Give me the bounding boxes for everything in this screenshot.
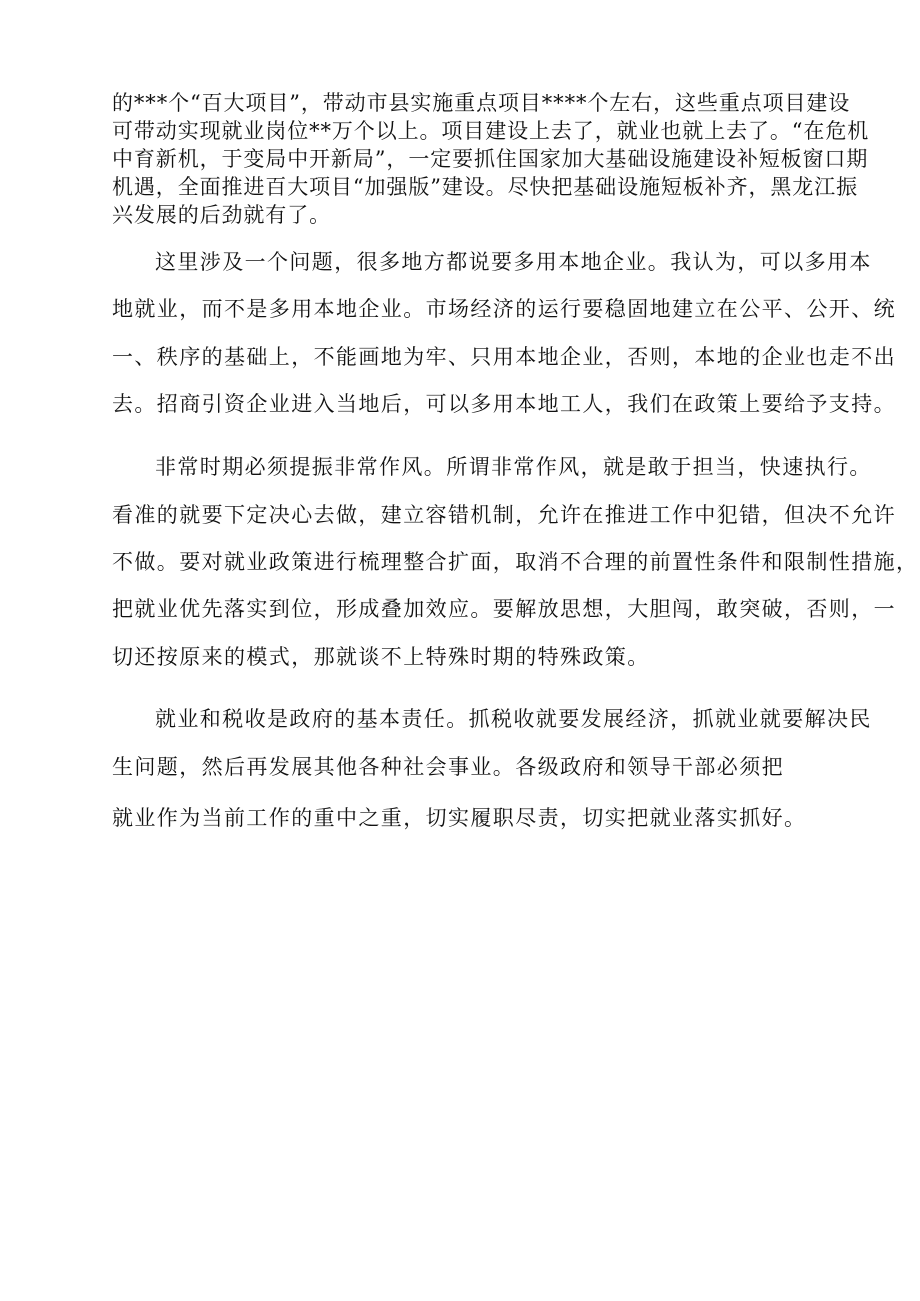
paragraph-2-line-2: 地就业，而不是多用本地企业。市场经济的运行要稳固地建立在公平、公开、统 bbox=[112, 297, 896, 321]
paragraph-1-line-1: 的***个“百大项目”，带动市县实施重点项目****个左右，这些重点项目建设 bbox=[112, 91, 851, 115]
paragraph-1-line-3: 中育新机，于变局中开新局”，一定要抓住国家加大基础设施建设补短板窗口期 bbox=[112, 147, 869, 171]
paragraph-1-line-5: 兴发展的后劲就有了。 bbox=[112, 203, 331, 227]
paragraph-1-line-4: 机遇，全面推进百大项目“加强版”建设。尽快把基础设施短板补齐，黑龙江振 bbox=[112, 175, 858, 199]
paragraph-2-line-4: 去。招商引资企业进入当地后，可以多用本地工人，我们在政策上要给予支持。 bbox=[112, 392, 896, 416]
paragraph-3-line-4: 把就业优先落实到位，形成叠加效应。要解放思想，大胆闯，敢突破，否则，一 bbox=[112, 597, 896, 621]
paragraph-4-line-2: 生问题，然后再发展其他各种社会事业。各级政府和领导干部必须把 bbox=[112, 755, 784, 779]
paragraph-3-line-3: 不做。要对就业政策进行梳理整合扩面，取消不合理的前置性条件和限制性措施， bbox=[112, 550, 919, 574]
paragraph-1-line-2: 可带动实现就业岗位**万个以上。项目建设上去了，就业也就上去了。“在危机 bbox=[112, 119, 870, 143]
paragraph-2-line-1: 这里涉及一个问题，很多地方都说要多用本地企业。我认为，可以多用本 bbox=[155, 250, 872, 274]
paragraph-3-line-2: 看准的就要下定决心去做，建立容错机制，允许在推进工作中犯错，但决不允许 bbox=[112, 503, 896, 527]
paragraph-3-line-1: 非常时期必须提振非常作风。所谓非常作风，就是敢于担当，快速执行。 bbox=[155, 455, 872, 479]
paragraph-2-line-3: 一、秩序的基础上，不能画地为牢、只用本地企业，否则，本地的企业也走不出 bbox=[112, 345, 896, 369]
paragraph-4-line-1: 就业和税收是政府的基本责任。抓税收就要发展经济，抓就业就要解决民 bbox=[155, 707, 872, 731]
paragraph-3-line-5: 切还按原来的模式，那就谈不上特殊时期的特殊政策。 bbox=[112, 645, 650, 669]
paragraph-4-line-3: 就业作为当前工作的重中之重，切实履职尽责，切实把就业落实抓好。 bbox=[112, 806, 807, 830]
